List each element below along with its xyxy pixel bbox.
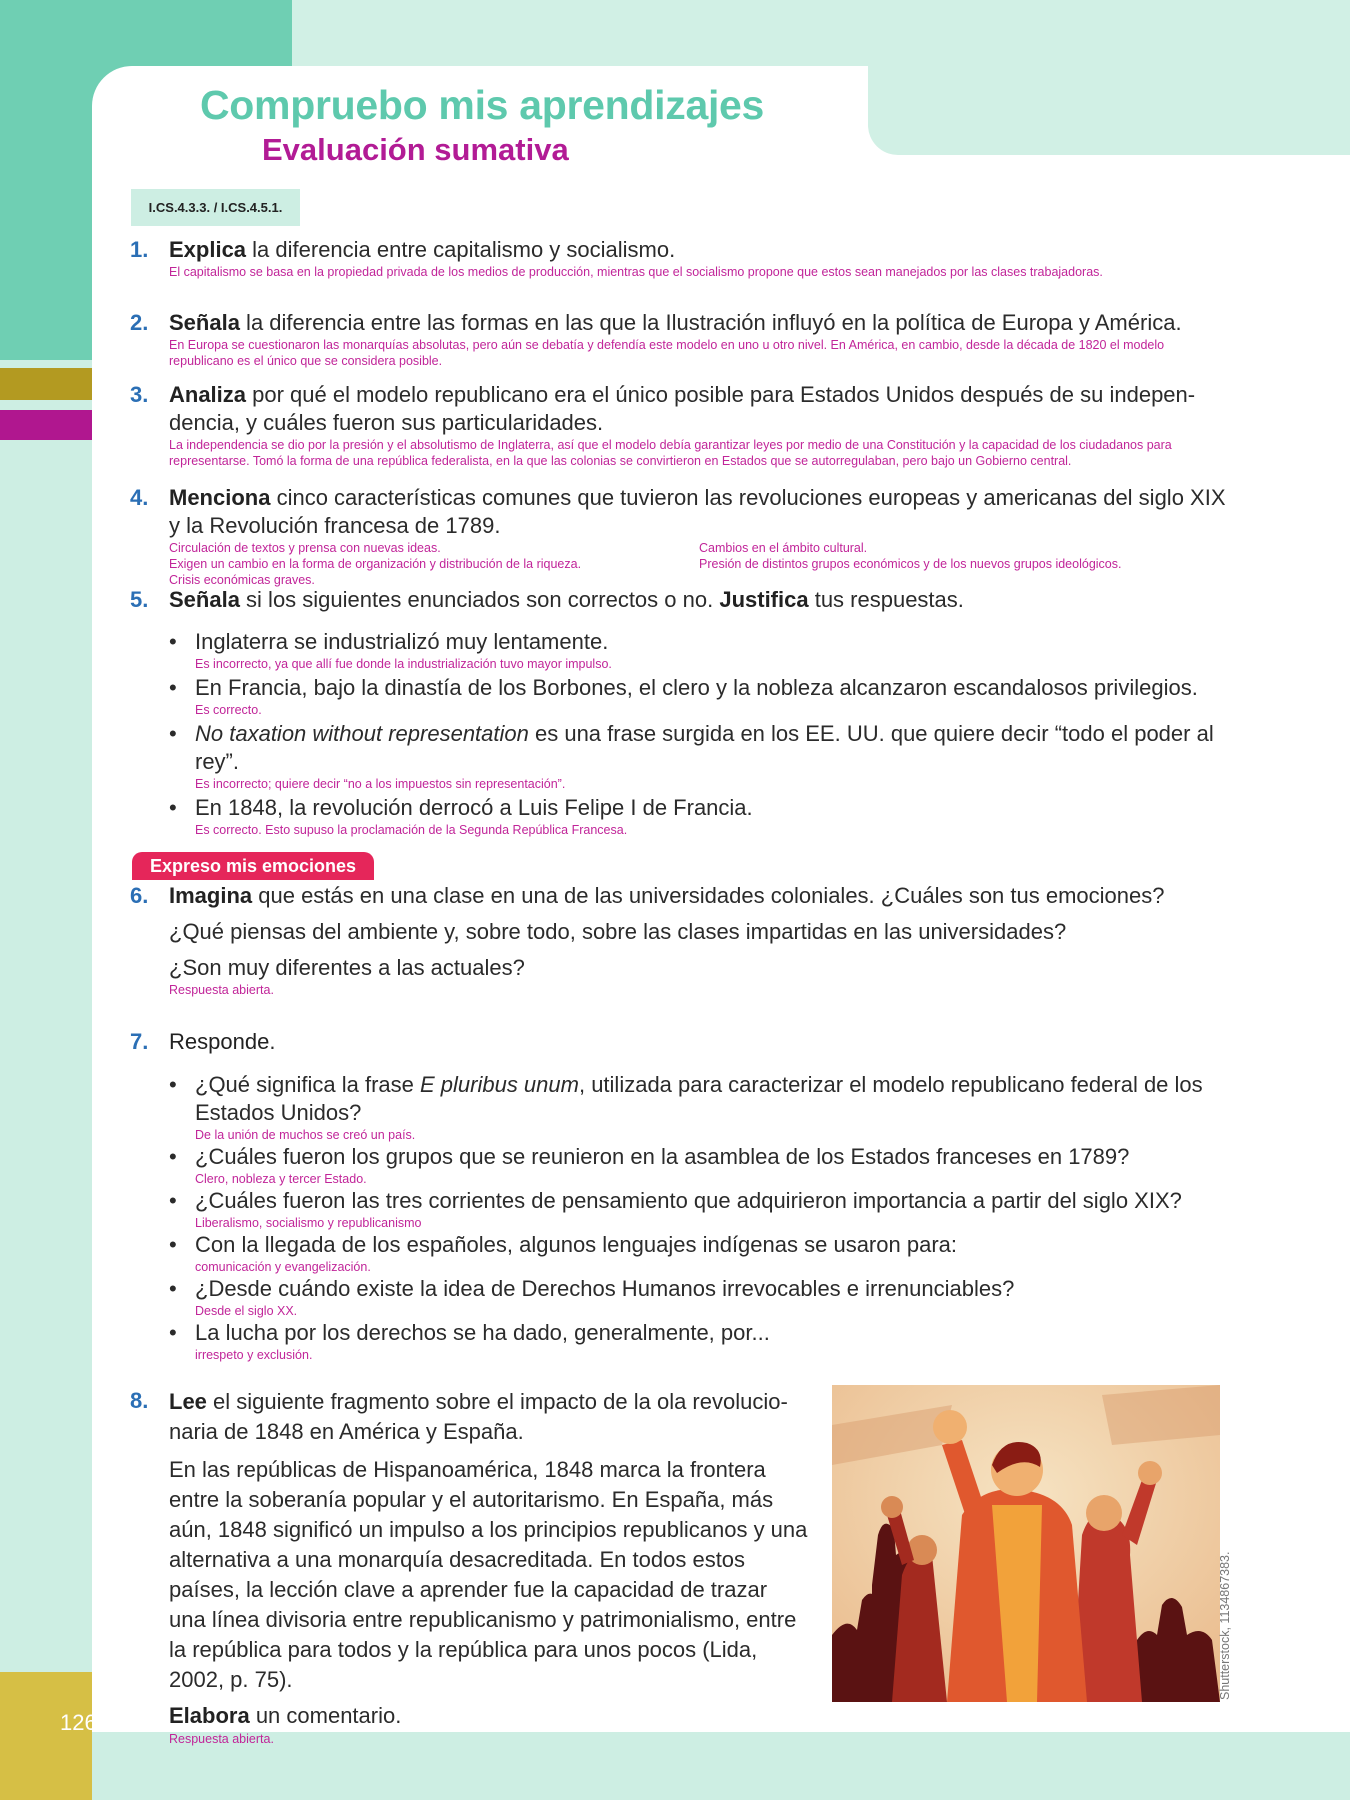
emotions-label: Expreso mis emociones: [132, 852, 374, 880]
bullet-icon: •: [169, 1232, 177, 1257]
item-italic: E pluribus unum: [419, 1072, 579, 1097]
header-tab-cutout: [868, 0, 1350, 155]
list-item: [169, 1275, 1219, 1319]
bullet-icon: •: [169, 629, 177, 654]
page-subtitle: Evaluación sumativa: [262, 132, 569, 167]
answer-line: Cambios en el ámbito cultural.: [699, 541, 868, 555]
bullet-icon: •: [169, 1320, 177, 1345]
page-number-tab: [0, 1672, 92, 1800]
question-body: [169, 882, 1230, 998]
question-body: [169, 381, 1230, 469]
bullet-icon: •: [169, 1072, 177, 1097]
question-text: la diferencia entre capitalismo y socialismo.: [246, 237, 676, 262]
question-number: 2.: [130, 310, 149, 335]
bullet-icon: •: [169, 1188, 177, 1213]
answer-column-right: [699, 540, 1229, 588]
question-number: 3.: [130, 382, 149, 407]
item-text-post: , utilizada para caracterizar el modelo republicano federal de los Estados Unidos?: [195, 1072, 1203, 1125]
bullet-icon: •: [169, 795, 177, 820]
bullet-icon: •: [169, 721, 177, 746]
bullet-icon: •: [169, 675, 177, 700]
answer-line: Presión de distintos grupos económicos y de los nuevos grupos ideológicos.: [699, 557, 1122, 571]
question-verb: Explica: [169, 237, 247, 262]
answer: En Europa se cuestionaron las monarquías absolutas, pero aún se debatía y defendía este modelo en uno u otro nivel. En América, en cambio, desde la década de 1820 el modelo republicano es el único que se considera posible.: [169, 338, 1165, 368]
question-verb: Lee: [169, 1389, 207, 1414]
bullet-icon: •: [169, 1276, 177, 1301]
question-text: por qué el modelo republicano era el único posible para Estados Unidos después de su indepen-dencia, y cuáles fueron sus particularidades.: [169, 382, 1196, 435]
answer: De la unión de muchos se creó un país.: [195, 1128, 416, 1142]
item-text: Con la llegada de los españoles, algunos lenguajes indígenas se usaron para:: [195, 1232, 957, 1257]
answer: Respuesta abierta.: [169, 983, 274, 997]
question-verb: Menciona: [169, 485, 271, 510]
image-credit: Shutterstock, 1134867383.: [1218, 1551, 1232, 1700]
question-verb: Imagina: [169, 883, 253, 908]
question-verb-2: Elabora: [169, 1703, 250, 1728]
question-verb: Responde: [169, 1029, 270, 1054]
question-line-2: ¿Qué piensas del ambiente y, sobre todo, sobre las clases impartidas en las universidades?: [169, 919, 1067, 944]
statement: En 1848, la revolución derrocó a Luis Felipe I de Francia.: [195, 795, 753, 820]
statement: es una frase surgida en los EE. UU. que quiere decir “todo el poder al rey”.: [195, 721, 1214, 774]
list-item: [169, 1231, 1219, 1275]
question-verb: Señala: [169, 587, 240, 612]
curriculum-code: I.CS.4.3.3. / I.CS.4.5.1.: [131, 189, 300, 226]
answer-line: Exigen un cambio en la forma de organización y distribución de la riqueza.: [169, 557, 582, 571]
answer: Es incorrecto, ya que allí fue donde la industrialización tuvo mayor impulso.: [195, 657, 612, 671]
question-text: el siguiente fragmento sobre el impacto de la ola revolucio-naria de 1848 en América y España.: [169, 1389, 788, 1444]
list-item: [169, 794, 1219, 838]
question-text: que estás en una clase en una de las universidades coloniales. ¿Cuáles son tus emociones?: [252, 883, 1165, 908]
question-body: [169, 309, 1230, 369]
list-item: [169, 720, 1219, 792]
question-body: [169, 236, 1230, 280]
answer: irrespeto y exclusión.: [195, 1348, 313, 1362]
answer: Desde el siglo XX.: [195, 1304, 298, 1318]
answer: La independencia se dio por la presión y el absolutismo de Inglaterra, así que el modelo debía garantizar leyes por medio de una Constitución y la capacidad de los ciudadanos para representarse. Tomó la forma de una república federalista, en la que las colonias se convirtieron en Estados que se autorregulaban, pero bajo un Gobierno central.: [169, 438, 1172, 468]
item-text: ¿Cuáles fueron las tres corrientes de pensamiento que adquirieron importancia a partir del siglo XIX?: [195, 1188, 1182, 1213]
question-verb-2: Justifica: [719, 587, 809, 612]
magenta-tab: [0, 410, 92, 440]
answer: El capitalismo se basa en la propiedad privada de los medios de producción, mientras que el socialismo propone que estos sean manejados por las clases trabajadoras.: [169, 265, 1103, 279]
answer: Clero, nobleza y tercer Estado.: [195, 1172, 367, 1186]
list-item: [169, 1319, 1219, 1363]
answer-line: Circulación de textos y prensa con nuevas ideas.: [169, 541, 441, 555]
question-body: [169, 1387, 809, 1747]
answer: Liberalismo, socialismo y republicanismo: [195, 1216, 422, 1230]
item-text: ¿Cuáles fueron los grupos que se reunieron en la asamblea de los Estados franceses en 1789?: [195, 1144, 1130, 1169]
revolution-crowd-illustration: [832, 1385, 1220, 1702]
answer: comunicación y evangelización.: [195, 1260, 371, 1274]
question-number: 4.: [130, 485, 149, 510]
page-title: Compruebo mis aprendizajes: [200, 82, 765, 128]
answer-columns: [169, 540, 1230, 588]
statement: En Francia, bajo la dinastía de los Borbones, el clero y la nobleza alcanzaron escandalosos privilegios.: [195, 675, 1198, 700]
question-number: 7.: [130, 1029, 149, 1054]
question-number: 8.: [130, 1388, 149, 1413]
answer: Es correcto. Esto supuso la proclamación de la Segunda República Francesa.: [195, 823, 628, 837]
item-text: ¿Desde cuándo existe la idea de Derechos Humanos irrevocables e irrenunciables?: [195, 1276, 1015, 1301]
quoted-passage: En las repúblicas de Hispanoamérica, 1848 marca la frontera entre la soberanía popular y el autoritarismo. En España, más aún, 1848 significó un impulso a los principios republicanos y una alternativa a una monarquía desacreditada. En todos estos países, la lección clave a aprender fue la capacidad de trazar una línea divisoria entre republicanismo y patrimonialismo, entre la república para todos y la república para unos pocos (Lida, 2002, p. 75).: [169, 1457, 808, 1692]
question-text-2: un comentario.: [249, 1703, 402, 1728]
question-body: [169, 484, 1230, 588]
question-number: 5.: [130, 587, 149, 612]
answer: Es incorrecto; quiere decir “no a los impuestos sin representación”.: [195, 777, 566, 791]
list-item: [169, 1187, 1219, 1231]
q5-statement-list: [169, 628, 1219, 838]
statement-italic: No taxation without representation: [195, 721, 529, 746]
bullet-icon: •: [169, 1144, 177, 1169]
question-verb: Señala: [169, 310, 240, 335]
answer: Respuesta abierta.: [169, 1732, 274, 1746]
question-text-2: tus respuestas.: [808, 587, 964, 612]
question-body: [169, 1028, 1230, 1056]
question-number: 1.: [130, 237, 149, 262]
item-text: La lucha por los derechos se ha dado, generalmente, por...: [195, 1320, 770, 1345]
olive-tab: [0, 368, 92, 400]
page-number: 126: [60, 1710, 97, 1735]
question-line-3: ¿Son muy diferentes a las actuales?: [169, 955, 525, 980]
question-body: [169, 586, 1230, 614]
list-item: [169, 1071, 1219, 1143]
answer: Es correcto.: [195, 703, 262, 717]
question-text: si los siguientes enunciados son correctos o no.: [239, 587, 720, 612]
answer-column-left: [169, 540, 699, 588]
question-text: la diferencia entre las formas en las que la Ilustración influyó en la política de Europa y América.: [239, 310, 1182, 335]
item-text: ¿Qué significa la frase: [195, 1072, 420, 1097]
list-item: [169, 674, 1219, 718]
question-verb: Analiza: [169, 382, 247, 407]
question-text: .: [269, 1029, 276, 1054]
list-item: [169, 1143, 1219, 1187]
statement: Inglaterra se industrializó muy lentamente.: [195, 629, 609, 654]
answer-line: Crisis económicas graves.: [169, 573, 315, 587]
list-item: [169, 628, 1219, 672]
question-text: cinco características comunes que tuvieron las revoluciones europeas y americanas del siglo XIX y la Revolución francesa de 1789.: [169, 485, 1226, 538]
q7-question-list: [169, 1071, 1219, 1363]
question-number: 6.: [130, 883, 149, 908]
